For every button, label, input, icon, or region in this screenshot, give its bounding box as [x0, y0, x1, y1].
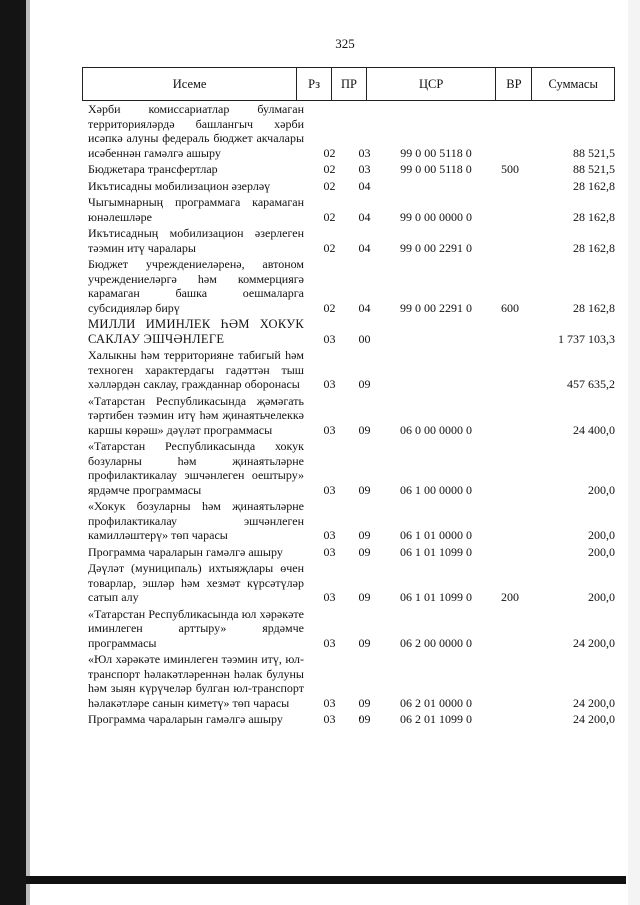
cell-name: «Татарстан Республикасында җәмәгать тәртибен тәэмин итү һәм җинаятьчелеккә каршы көрәш» дәүләт программасы — [88, 393, 304, 437]
cell-name: «Татарстан Республикасында хокук бозуларны һәм җинаятьләрне профилактикалау эшчәнлеген оештыру» ярдәмче программасы — [88, 439, 304, 497]
cell-name: МИЛЛИ ИМИНЛЕК ҺӘМ ХОКУК САКЛАУ ЭШЧӘНЛЕГЕ — [88, 317, 304, 346]
scan-left-border — [0, 0, 26, 905]
cell-sum: 28 162,8 — [573, 240, 615, 255]
cell-sum: 200,0 — [588, 482, 615, 497]
cell-sum: 200,0 — [588, 590, 615, 604]
cell-pr: 09 — [358, 422, 371, 437]
scan-bottom-border — [26, 876, 626, 884]
cell-rz: 02 — [323, 240, 336, 255]
cell-rz: 03 — [323, 635, 336, 650]
table-row — [82, 102, 615, 160]
scan-right-margin — [628, 0, 640, 905]
cell-csr: 06 1 01 0000 0 — [400, 528, 472, 542]
cell-csr: 99 0 00 0000 0 — [400, 209, 472, 224]
cell-csr: 99 0 00 2291 0 — [400, 300, 472, 315]
cell-vr: 600 — [501, 300, 519, 315]
cell-sum: 200,0 — [588, 528, 615, 542]
cell-csr: 06 1 00 0000 0 — [400, 482, 472, 497]
cell-sum: 28 162,8 — [573, 300, 615, 315]
cell-pr: 09 — [358, 635, 371, 650]
table-row — [82, 179, 615, 194]
cell-name: Программа чараларын гамәлгә ашыру — [88, 544, 283, 559]
header-name: Исеме — [83, 68, 297, 100]
cell-sum: 1 737 103,3 — [558, 331, 615, 346]
cell-rz: 03 — [323, 482, 336, 497]
cell-csr: 99 0 00 5118 0 — [400, 162, 472, 176]
cell-sum: 88 521,5 — [573, 162, 615, 176]
cell-pr: 00 — [358, 331, 371, 346]
header-rz: Рз — [297, 68, 332, 100]
cell-rz: 03 — [323, 422, 336, 437]
cell-pr: 09 — [358, 482, 371, 497]
table-row — [82, 317, 615, 346]
cell-rz: 03 — [323, 544, 336, 559]
cell-rz: 02 — [323, 178, 336, 193]
cell-name: Программа чараларын гамәлгә ашыру — [88, 712, 283, 726]
cell-pr: 03 — [358, 145, 371, 160]
table-row — [82, 162, 615, 177]
cell-pr: 04 — [358, 178, 371, 193]
cell-csr: 06 2 01 1099 0 — [400, 712, 472, 726]
table-row — [82, 394, 615, 438]
header-csr: ЦСР — [367, 68, 497, 100]
cell-pr: 09 — [358, 712, 371, 726]
cell-csr: 06 1 01 1099 0 — [400, 544, 472, 559]
header-sum: Суммасы — [548, 76, 598, 91]
table-header — [82, 67, 615, 101]
scan-left-edge — [26, 0, 30, 905]
cell-rz: 02 — [323, 162, 336, 176]
cell-csr: 06 0 00 0000 0 — [400, 422, 472, 437]
cell-name: Бюджетара трансфертлар — [88, 162, 218, 176]
cell-name: «Татарстан Республикасында юл хәрәкәте иминлеген арттыру» ярдәмче программасы — [88, 606, 304, 650]
header-vr: ВР — [496, 68, 532, 100]
cell-sum: 24 200,0 — [573, 695, 615, 710]
cell-name: «Хокук бозуларны һәм җинаятьләрне профилактикалау эшчәнлеген камилләштерү» төп чарасы — [88, 499, 304, 542]
cell-pr: 04 — [358, 300, 371, 315]
cell-csr: 99 0 00 2291 0 — [400, 240, 472, 255]
cell-rz: 02 — [323, 300, 336, 315]
cell-name: Икътисадның мобилизацион әзерлеген тәэмин итү чаралары — [88, 226, 304, 255]
cell-pr: 04 — [358, 240, 371, 255]
cell-name: Икътисадны мобилизацион әзерләү — [88, 178, 271, 193]
cell-name: Халыкны һәм территорияне табигый һәм техноген характердагы гадәттән тыш хәлләрдән саклау, гражданнар оборонасы — [88, 348, 304, 391]
table-row — [82, 607, 615, 651]
table-row — [82, 439, 615, 497]
cell-vr: 200 — [501, 590, 519, 604]
cell-csr: 06 2 00 0000 0 — [400, 635, 472, 650]
cell-sum: 28 162,8 — [573, 209, 615, 224]
table-row — [82, 348, 615, 392]
cell-rz: 03 — [323, 377, 336, 391]
cell-csr: 06 2 01 0000 0 — [400, 695, 472, 710]
cell-rz: 03 — [323, 528, 336, 542]
cell-vr: 500 — [501, 162, 519, 176]
cell-name: Дәүләт (муниципаль) ихтыяҗлары өчен товарлар, эшләр һәм хезмәт күрсәтүләр сатып алу — [88, 561, 304, 604]
table-row — [82, 195, 615, 224]
table-row — [82, 712, 615, 727]
cell-sum: 24 400,0 — [573, 422, 615, 437]
cell-rz: 03 — [323, 712, 336, 726]
table-row — [82, 561, 615, 605]
header-pr: ПР — [332, 68, 367, 100]
cell-pr: 09 — [358, 590, 371, 604]
table-row — [82, 499, 615, 543]
table-body — [82, 102, 615, 729]
table-row — [82, 226, 615, 255]
table-row — [82, 257, 615, 315]
table-row — [82, 652, 615, 710]
cell-rz: 03 — [323, 331, 336, 346]
cell-csr: 06 1 01 1099 0 — [400, 590, 472, 604]
cell-name: Чыгымнарның программага карамаган юнәлешләре — [88, 195, 304, 224]
cell-rz: 03 — [323, 590, 336, 604]
cell-sum: 457 635,2 — [567, 377, 615, 391]
cell-name: «Юл хәрәкәте иминлеген тәэмин итү, юл-транспорт һәлакәтләреннән һәлак булуны һәм зыян күрүчеләр булган юл-транспорт һәлакәтләре санын киметү» төп чарасы — [88, 652, 304, 710]
cell-sum: 28 162,8 — [573, 178, 615, 193]
cell-rz: 03 — [323, 695, 336, 710]
cell-rz: 02 — [323, 209, 336, 224]
cell-pr: 09 — [358, 377, 371, 391]
page-number: 325 — [335, 36, 355, 51]
cell-sum: 24 200,0 — [573, 635, 615, 650]
cell-pr: 09 — [358, 528, 371, 542]
cell-pr: 03 — [358, 162, 371, 176]
cell-sum: 200,0 — [588, 544, 615, 559]
cell-sum: 24 200,0 — [573, 712, 615, 726]
cell-pr: 09 — [358, 695, 371, 710]
cell-name: Хәрби комиссариатлар булмаган территорияләрдә башлангыч хәрби исәпкә алуны федераль бюджет акчалары исәбеннән гамәлгә ашыру — [88, 102, 304, 160]
cell-sum: 88 521,5 — [573, 145, 615, 160]
cell-rz: 02 — [323, 145, 336, 160]
cell-name: Бюджет учреждениеләренә, автоном учреждениеләргә һәм коммерциягә карамаган башка оешмаларга субсидияләр бирү — [88, 257, 304, 315]
cell-pr: 09 — [358, 544, 371, 559]
table-row — [82, 545, 615, 560]
cell-csr: 99 0 00 5118 0 — [400, 145, 472, 160]
cell-pr: 04 — [358, 209, 371, 224]
